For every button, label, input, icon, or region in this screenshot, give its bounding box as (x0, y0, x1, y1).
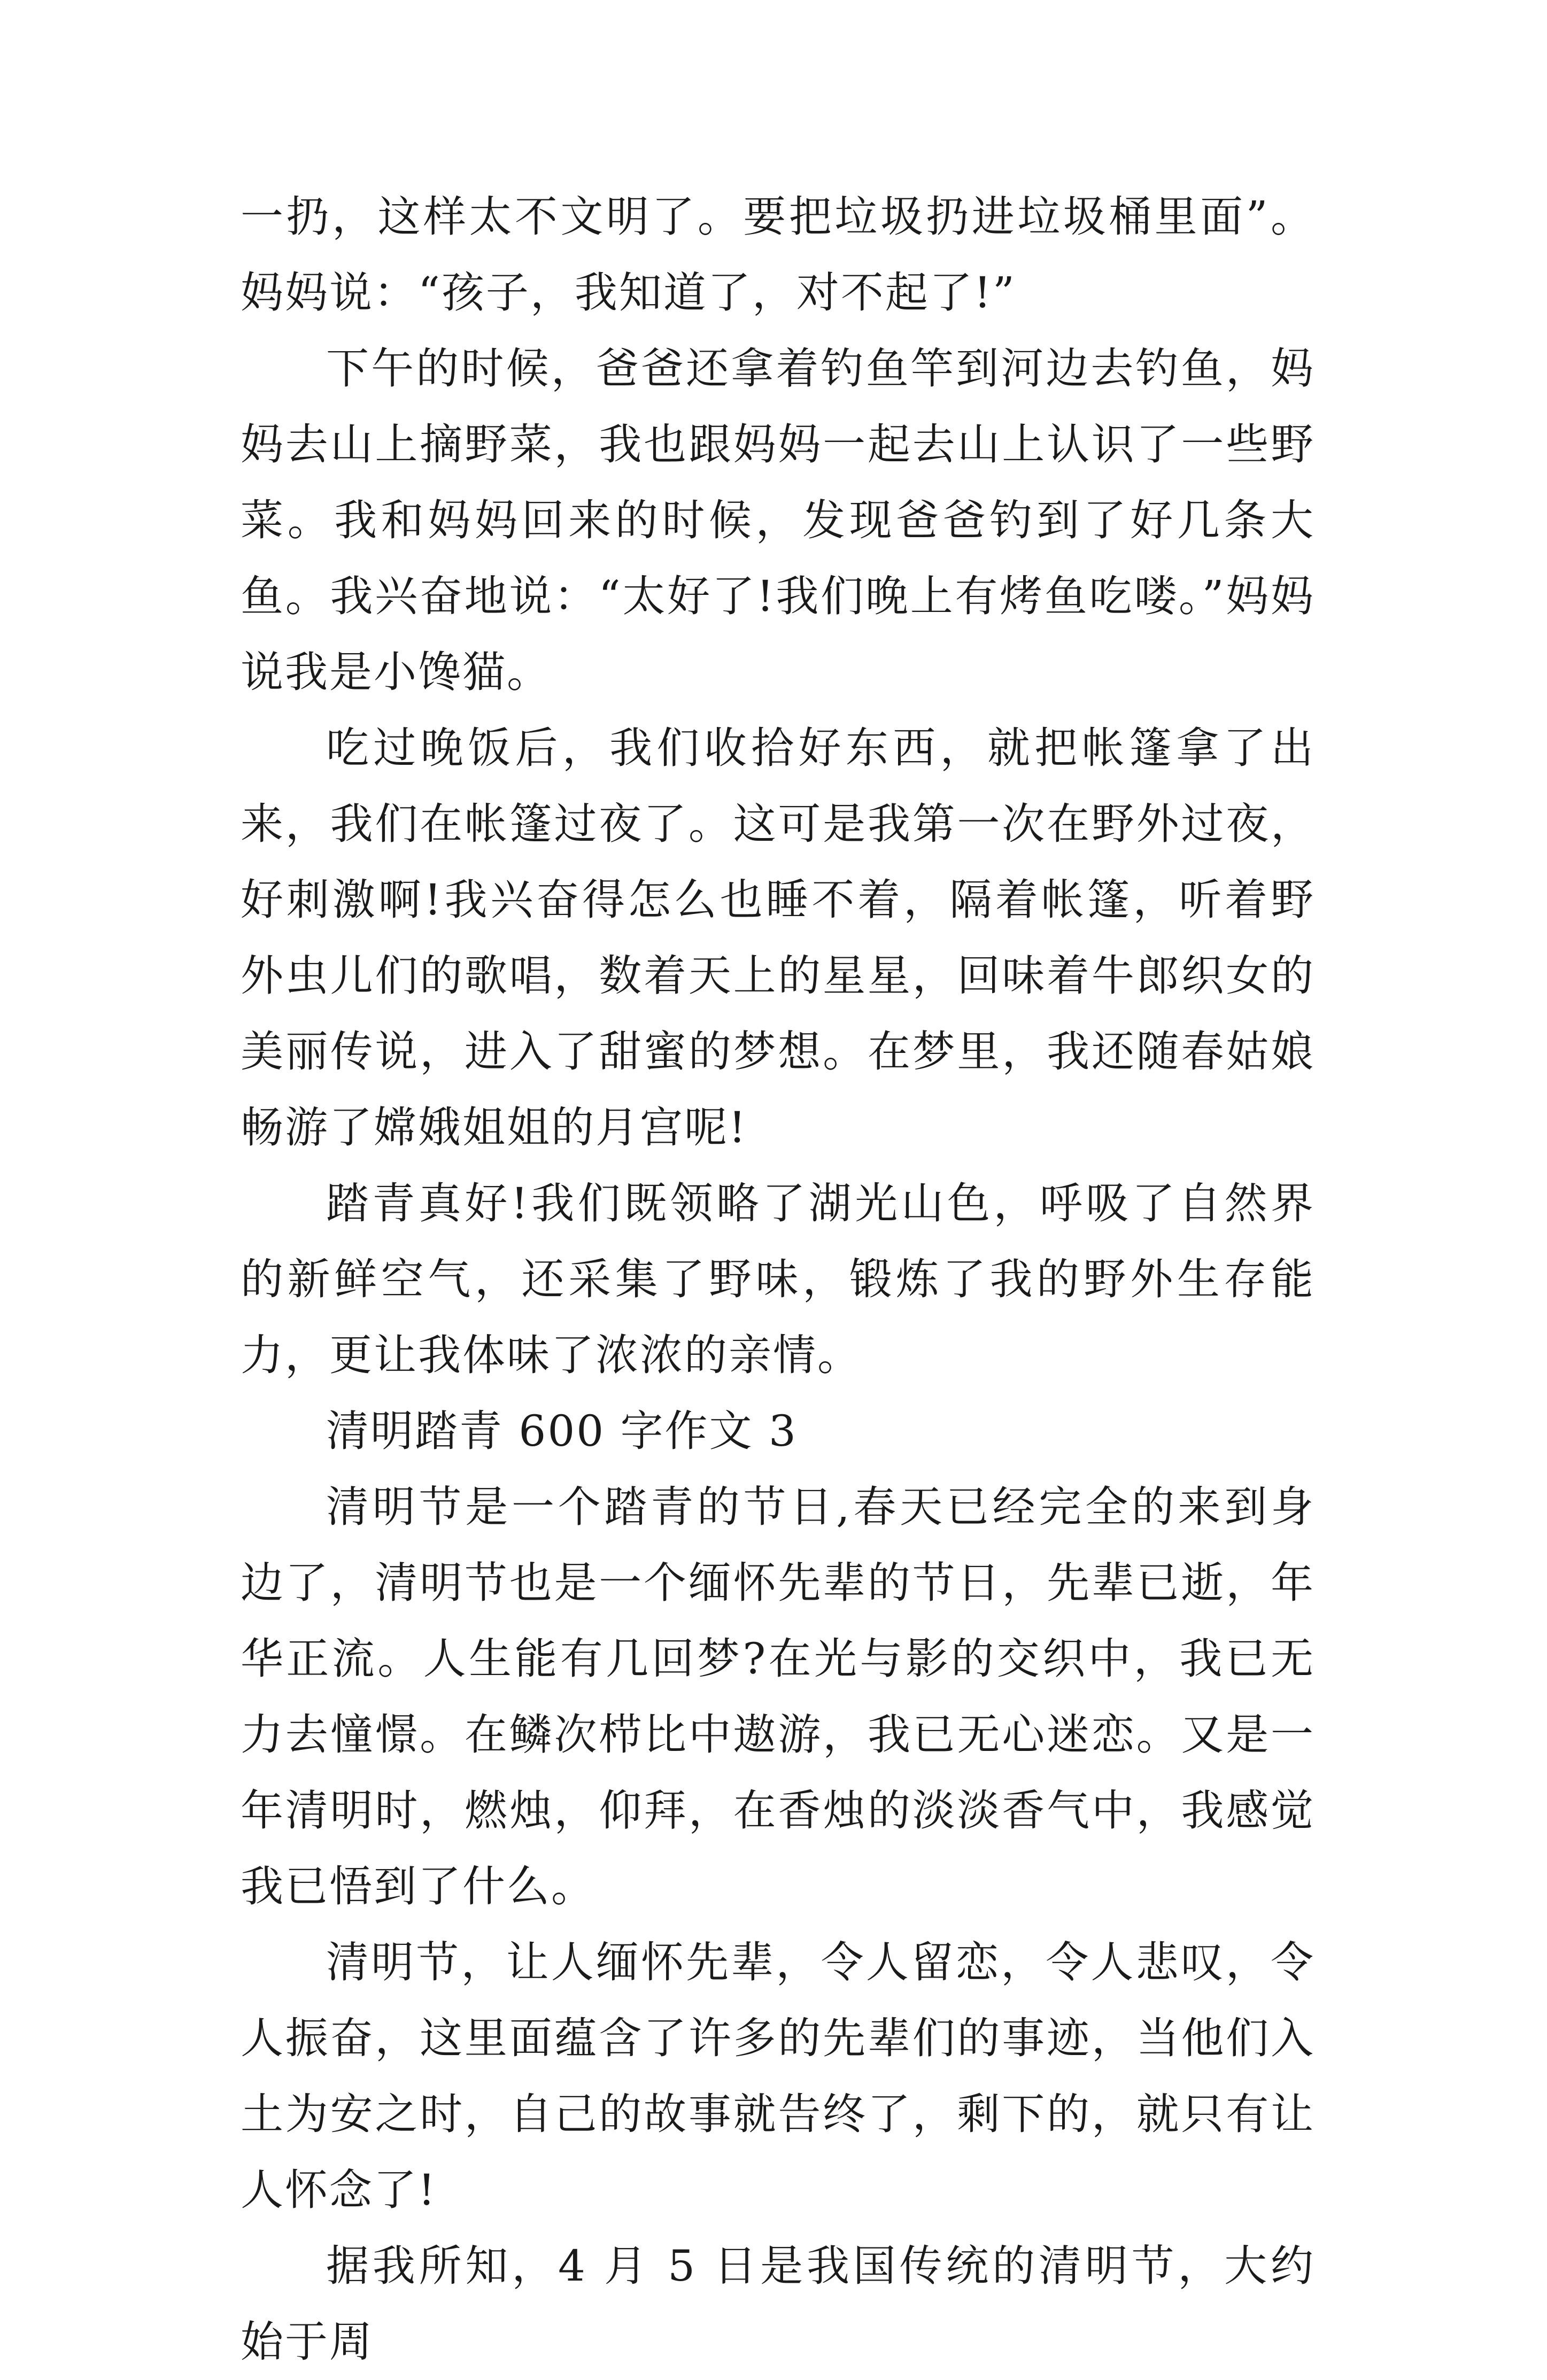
paragraph-6: 清明节，让人缅怀先辈，令人留恋，令人悲叹，令人振奋，这里面蕴含了许多的先辈们的事迹，当他们入土为安之时，自己的故事就告终了，剩下的，就只有让人怀念了! (241, 1937, 1315, 2215)
document-body (241, 179, 1315, 2380)
paragraph-4: 踏青真好!我们既领略了湖光山色，呼吸了自然界的新鲜空气，还采集了野味，锻炼了我的野外生存能力，更让我体味了浓浓的亲情。 (241, 1179, 1315, 1380)
paragraph-1: 一扔，这样太不文明了。要把垃圾扔进垃圾桶里面”。妈妈说：“孩子，我知道了，对不起了!” (241, 192, 1315, 317)
paragraph-3: 吃过晚饭后，我们收拾好东西，就把帐篷拿了出来，我们在帐篷过夜了。这可是我第一次在野外过夜，好刺激啊!我兴奋得怎么也睡不着，隔着帐篷，听着野外虫儿们的歌唱，数着天上的星星，回味着牛郎织女的美丽传说，进入了甜蜜的梦想。在梦里，我还随春姑娘畅游了嫦娥姐姐的月宫呢! (241, 723, 1315, 1152)
paragraph-2: 下午的时候，爸爸还拿着钓鱼竿到河边去钓鱼，妈妈去山上摘野菜，我也跟妈妈一起去山上认识了一些野菜。我和妈妈回来的时候，发现爸爸钓到了好几条大鱼。我兴奋地说：“太好了!我们晚上有烤鱼吃喽。”妈妈说我是小馋猫。 (241, 344, 1315, 697)
section-heading: 清明踏青 600 字作文 3 (326, 1406, 798, 1456)
paragraph-5: 清明节是一个踏青的节日,春天已经完全的来到身边了，清明节也是一个缅怀先辈的节日，先辈已逝，年华正流。人生能有几回梦?在光与影的交织中，我已无力去憧憬。在鳞次栉比中遨游，我已无心迷恋。又是一年清明时，燃烛，仰拜，在香烛的淡淡香气中，我感觉我已悟到了什么。 (241, 1482, 1315, 1911)
paragraph-7: 据我所知，4 月 5 日是我国传统的清明节，大约始于周 (241, 2241, 1315, 2367)
